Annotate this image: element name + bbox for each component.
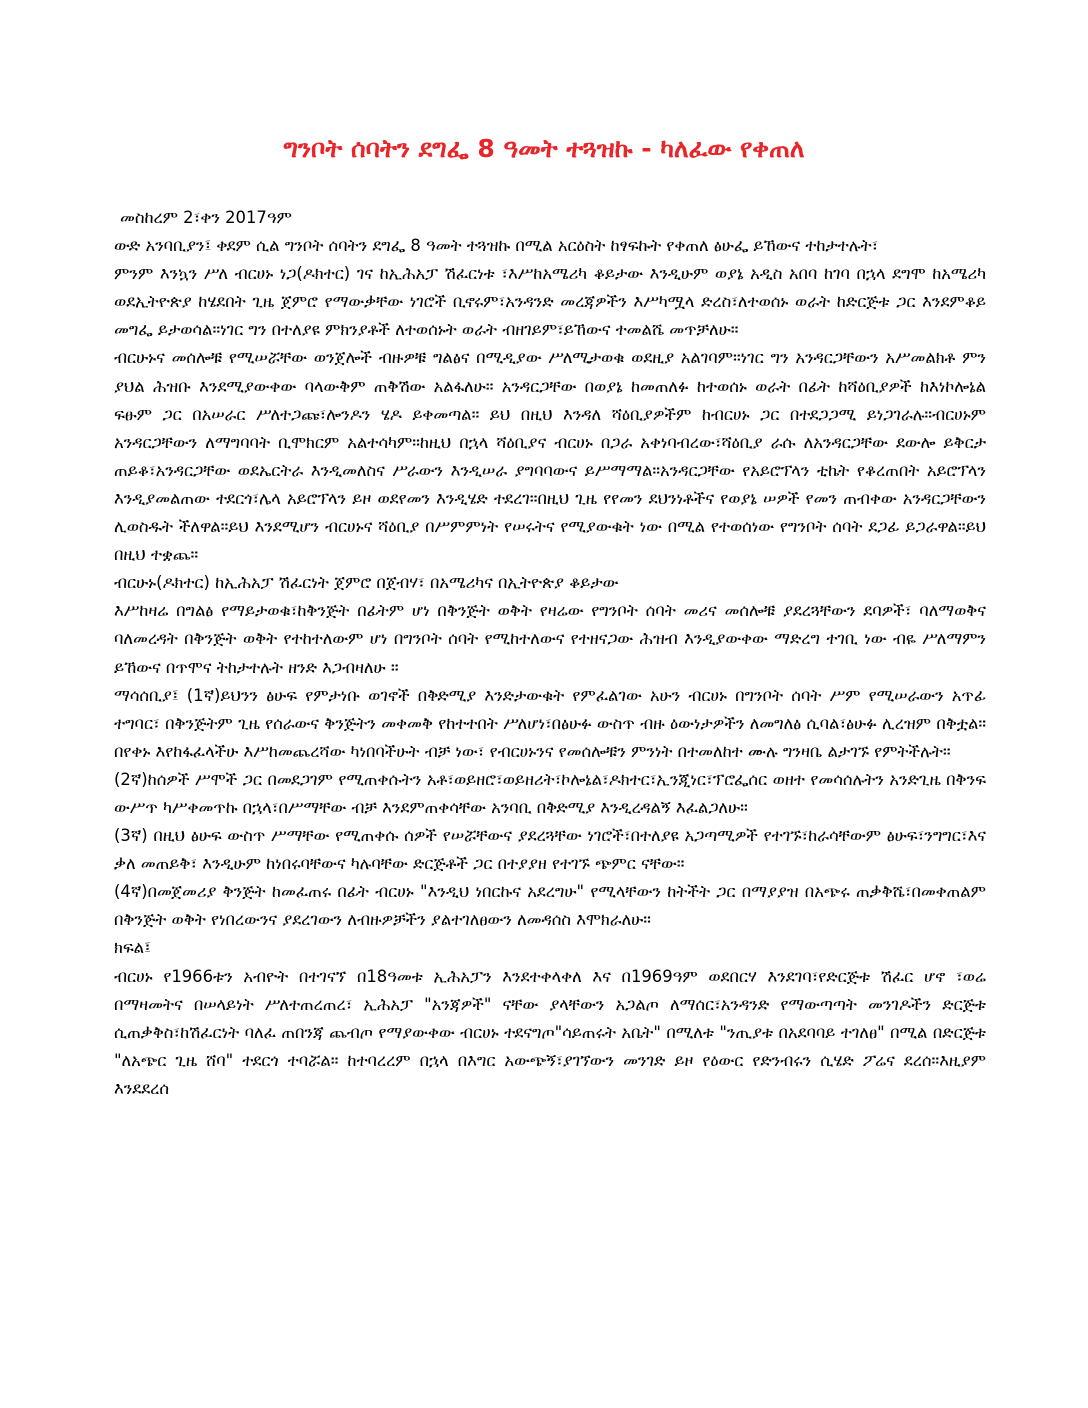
document-date: መስከረም 2፣ቀን 2017ዓም [120,208,292,227]
paragraph: ብርሁኑና መሰሎቹ የሚሠሯቸው ወንጀሎች ብዙዎቹ ግልፅና በሚዲያው ሥለሚታወቁ ወደዚያ አልገባም።ነገር ግን አንዳርጋቸውን አሥመልክቶ ምን ያህል ሕዝቡ እንደሚያውቀው ባላውቅም ጠቅሽው አልፋለሁ። አንዳርጋቸው በወያኔ ከመጠለፉ ከተወሰኑ ወራት በፊት ከሻዕቢያዎች ከእነኮሎኔል ፍፁም ጋር በአሠራር ሥለተጋጩ፣ሎንዶን ሄዶ ይቀመጣል። ይህ በዚህ እንዳለ ሻዕቢያዎችም ከብርሀኑ ጋር በተደጋጋሚ ይነጋገራሉ።ብርሀኑም አንዳርጋቸውን ለማግባባት ቢሞክርም አልተሳካም።ከዚህ በኋላ ሻዕቢያና ብርሀኑ በጋራ አቀነባብረው፣ሻዕቢያ ራሱ ለአንዳርጋቸው ደውሎ ይቅርታ ጠይቆ፣አንዳርጋቸው ወደኤርትራ እንዲመለስና ሥራውን እንዲሠራ ያግባባውና ይሥማማል።አንዳርጋቸው የአይሮፕላን ቲኬት የቆረጠበት አይሮፕላን እንዲያመልጠው ተደርጎ፣ሌላ አይሮፕላን ይዞ ወደየመን እንዲሄድ ተደረገ።በዚህ ጊዜ የየመን ደህንነቶችና የወያኔ ሠዎች የመን ጠብቀው አንዳርጋቸውን ሊወስዱት ችለዋል።ይህ እንደሚሆን ብርሀኑና ሻዕቢያ በሥምምነት የሠሩትና የሚያውቁት ነው በሚል የተወሰነው የግንቦት ሰባት ደጋፊ ይጋራዋል።ይህ በዚህ ተቋጨ። [114,348,987,565]
document-body [114,204,986,1103]
paragraph: እሥከዛሬ በግልፅ የማይታወቁ፣ከቅንጅት በፊትም ሆነ በቅንጅት ወቅት የዛሬው የግንቦት ሰባት መሪና መሰሎቹ ያደረጓቸውን ደባዎች፣ ባለማወቅና ባለመረዳት በቅንጅት ወቅት የተከተለውም ሆነ በግንቦት ሰባት የሚከተለውና የተዘናጋው ሕዝብ እንዲያውቀው ማድረግ ተገቢ ነው ብዬ ሥለማምን ይኸውና በጥሞና ትከታተሉት ዘንድ እጋብዛለሁ ። [114,601,986,677]
paragraph: ምንም እንኳን ሥለ ብርሀኑ ነጋ(ዶክተር) ገና ከኢሕአፓ ሽፈርነቱ ፣እሥከአሜሪካ ቆይታው እንዲሁም ወያኔ አዲስ አበባ ከገባ በኋላ ደግሞ ከአሜሪካ ወደኢትዮጵያ ከሄደበት ጊዜ ጀምሮ የማውቃቸው ነገሮች ቢኖሩም፣አንዳንድ መረጃዎችን እሥካሟላ ድረስ፣ለተወሰኑ ወራት ከድርጅቱ ጋር እንደምቆይ መግፌ ይታወሳል።ነገር ግን በተለያዩ ምክንያቶች ለተወሰኑት ወራት ብዘገይም፣ይኸውና ተመልሼ መጥቻለሁ። [114,264,986,340]
section-heading: ክፍል፤ [114,938,151,958]
paragraph: (3ኛ) በዚህ ፅሁፍ ውስጥ ሥማቸው የሚጠቀሱ ሰዎች የሠሯቸውና ያደረጓቸው ነገሮች፣በተለያዩ አጋጣሚዎች የተገኙ፣ከራሳቸውም ፅሁፍ፣ንግግር፣እና ቃለ መጠይቅ፣ እንዲሁም ከነበሩባቸውና ካሉባቸው ድርጅቶች ጋር በተያያዘ የተገኙ ጭምር ናቸው። [114,826,986,874]
paragraph: ውድ አንባቢያን፤ ቀደም ሲል ግንቦት ሰባትን ደግፌ 8 ዓመት ተጓዝኩ በሚል አርዕስት ከፃፍኩት የቀጠለ ፅሁፌ ይኸውና ተከታተሉት፣ [114,236,879,256]
paragraph: (4ኛ)በመጀመሪያ ቅንጅት ከመፈጠሩ በፊት ብርሀኑ "እንዲህ ነበርኩና አደረግሁ" የሚላቸውን ከትችት ጋር በማያያዝ በአጭሩ ጠቃቅሼ፣በመቀጠልም በቅንጅት ወቅት የነበረውንና ያደረገውን ለብዙዎቻችን ያልተገለፀውን ለመዳሰስ እሞክራለሁ። [114,882,986,930]
paragraph: (2ኛ)ከሰዎች ሥሞች ጋር በመደጋገም የሚጠቀሱትን አቶ፣ወይዘሮ፣ወይዘሪት፣ኮሎኔል፣ዶክተር፣ኢንጂነር፣ፕሮፌሰር ወዘተ የመሳሰሉትን አንድጊዜ በቅንፍ ውሥጥ ካሥቀመጥኩ በኋላ፣በሥማቸው ብቻ እንደምጠቀሳቸው አንባቢ በቅድሚያ እንዲረዳልኝ እፈልጋለሁ። [114,769,986,817]
paragraph: ብርሁኑ(ዶክተር) ከኢሕአፓ ሽፈርነት ጀምሮ በጀብሃ፣ በአሜሪካና በኢትዮጵያ ቆይታው [114,573,619,593]
document-title: ግንቦት ሰባትን ደግፌ 8 ዓመት ተጓዝኩ - ካለፈው የቀጠለ [283,134,805,163]
paragraph: ማሳሰቢያ፤ (1ኛ)ይህንን ፅሁፍ የምታነቡ ወገኖች በቅድሚያ እንድታውቁት የምፈልገው አሁን ብርሀኑ በግንቦት ሰባት ሥም የሚሠራውን አጥፊ ተግባር፣ በቅንጅትም ጊዜ የሰራውና ቅንጅትን መቀመቅ የከተተበት ሥለሆነ፣በፅሁፉ ውስጥ ብዙ ዕውነታዎችን ለመግለፅ ሲባል፣ፅሁፉ ሊረዝም በቅቷል። በየቀኑ እየከፋፈላችሁ እሥከመጨረሻው ካነበባችሁት ብቻ ነው፣ የብርሀኑንና የመሰሎቹን ምንነት በተመለከተ ሙሉ ግንዛቤ ልታገኙ የምትችሉት። [114,685,986,761]
paragraph: ብርሀኑ የ1966ቱን አብዮት በተገናኘ በ18ዓመቱ ኢሕአፓን እንደተቀላቀለ እና በ1969ዓም ወደበርሃ እንደገባ፣የድርጅቱ ሽፈር ሆኖ ፣ወሬ በማዛመትና በሠላይነት ሥለተጠረጠረ፣ ኢሕአፓ "አንጃዎች" ናቸው ያላቸውን አጋልጦ ለማሰር፣አንዳንድ የማውጣጣት መንገዶችን ድርጅቱ ሲጠቃቅስ፣ከሽፈርነት ባለፈ ጠበንጃ ጨብጦ የማያውቀው ብርሀኑ ተደናግጦ"ሳይጠሩት አቤት" በሚለቱ "ንጢያቱ በአደባባይ ተገለፀ" በሚል በድርጅቱ "ለአጭር ጊዜ ሸባ" ተደርጎ ተባሯል። ከተባረረም በኋላ በእግር አውጭኝ፣ያገኘውን መንገድ ይዞ የዕውር የድንብሩን ሲሄድ ፖሬና ደረሰ።እዚያም እንደደረሰ [114,966,986,1098]
